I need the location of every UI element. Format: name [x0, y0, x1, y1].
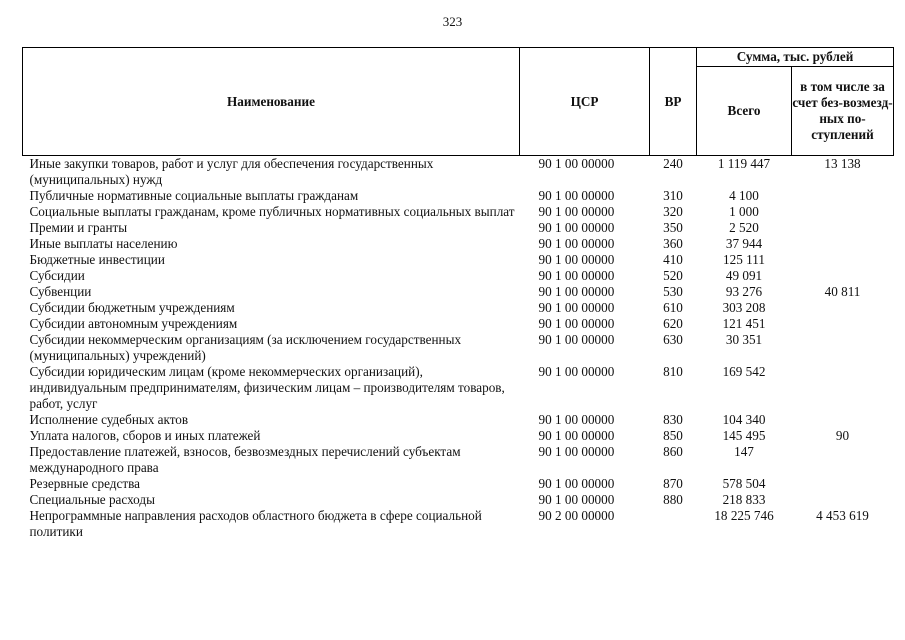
row-csr: 90 1 00 00000 [538, 236, 615, 251]
table-header [23, 48, 894, 156]
row-csr: 90 1 00 00000 [538, 332, 615, 347]
row-name: Бюджетные инвестиции [29, 252, 165, 267]
row-csr: 90 1 00 00000 [538, 284, 615, 299]
row-name: Субсидии [29, 268, 85, 283]
row-vr: 410 [663, 252, 683, 267]
page-number: 323 [442, 14, 463, 29]
header-csr: ЦСР [520, 48, 650, 156]
table-row [23, 268, 894, 284]
row-vr: 320 [663, 204, 683, 219]
row-total: 4 100 [729, 188, 759, 203]
table-row [23, 284, 894, 300]
header-name: Наименование [23, 48, 520, 156]
row-free [792, 364, 894, 412]
row-vr [650, 508, 697, 540]
row-total: 578 504 [722, 476, 766, 491]
table-row [23, 204, 894, 220]
budget-table [22, 47, 894, 540]
row-name: Предоставление платежей, взносов, безвозмездных перечислений субъектам международного права [29, 444, 461, 475]
row-name: Непрограммные направления расходов областного бюджета в сфере социальной политики [29, 508, 482, 539]
table-row [23, 412, 894, 428]
row-csr: 90 1 00 00000 [538, 252, 615, 267]
row-total: 2 520 [729, 220, 759, 235]
row-name: Премии и гранты [29, 220, 128, 235]
row-free: 40 811 [824, 284, 861, 299]
row-free [792, 220, 894, 236]
row-total: 49 091 [725, 268, 763, 283]
table-row [23, 300, 894, 316]
row-vr: 620 [663, 316, 683, 331]
row-free [792, 412, 894, 428]
row-csr: 90 1 00 00000 [538, 300, 615, 315]
row-name: Специальные расходы [29, 492, 155, 507]
row-csr: 90 1 00 00000 [538, 476, 615, 491]
row-free [792, 204, 894, 220]
row-name: Исполнение судебных актов [29, 412, 189, 427]
table-row [23, 220, 894, 236]
row-total: 147 [734, 444, 754, 459]
row-total: 125 111 [723, 252, 765, 267]
row-free [792, 300, 894, 316]
row-name: Иные закупки товаров, работ и услуг для обеспечения государственных (муниципальных) нужд [29, 156, 434, 187]
row-name: Субсидии автономным учреждениям [29, 316, 238, 331]
table-body [23, 156, 894, 541]
table-row [23, 156, 894, 189]
row-name: Субсидии некоммерческим организациям (за исключением государственных (муниципальных) учреждений) [29, 332, 462, 363]
table-row [23, 332, 894, 364]
table-row [23, 444, 894, 476]
row-total: 37 944 [725, 236, 763, 251]
row-vr: 530 [663, 284, 683, 299]
row-free [792, 444, 894, 476]
row-total: 218 833 [722, 492, 766, 507]
row-total: 1 119 447 [717, 156, 771, 171]
row-csr: 90 1 00 00000 [538, 220, 615, 235]
row-csr: 90 1 00 00000 [538, 492, 615, 507]
row-vr: 360 [663, 236, 683, 251]
row-total: 145 495 [722, 428, 766, 443]
row-total: 1 000 [729, 204, 759, 219]
header-total: Всего [697, 67, 792, 156]
row-free: 4 453 619 [816, 508, 869, 523]
row-csr: 90 1 00 00000 [538, 444, 615, 459]
header-incl-free: в том числе за счет без-возмезд-ных по-ступлений [792, 67, 894, 156]
table-row [23, 316, 894, 332]
row-free [792, 332, 894, 364]
row-csr: 90 2 00 00000 [538, 508, 615, 523]
row-total: 303 208 [722, 300, 766, 315]
row-name: Субсидии бюджетным учреждениям [29, 300, 235, 315]
table-row [23, 476, 894, 492]
row-vr: 850 [663, 428, 683, 443]
table-row [23, 252, 894, 268]
row-total: 121 451 [722, 316, 766, 331]
row-name: Субсидии юридическим лицам (кроме некоммерческих организаций), индивидуальным предпринимателям, физическим лицам – производителям товаров, работ, услуг [29, 364, 505, 411]
row-vr: 860 [663, 444, 683, 459]
row-csr: 90 1 00 00000 [538, 428, 615, 443]
table-row [23, 236, 894, 252]
row-free [792, 236, 894, 252]
row-free [792, 476, 894, 492]
row-vr: 630 [663, 332, 683, 347]
table-row [23, 428, 894, 444]
row-csr: 90 1 00 00000 [538, 316, 615, 331]
row-name: Социальные выплаты гражданам, кроме публичных нормативных социальных выплат [29, 204, 515, 219]
table-row [23, 508, 894, 540]
row-csr: 90 1 00 00000 [538, 156, 615, 171]
row-free: 90 [835, 428, 850, 443]
row-csr: 90 1 00 00000 [538, 204, 615, 219]
row-total: 30 351 [725, 332, 763, 347]
row-name: Публичные нормативные социальные выплаты гражданам [29, 188, 359, 203]
row-free [792, 268, 894, 284]
table-row [23, 188, 894, 204]
row-vr: 520 [663, 268, 683, 283]
row-free [792, 316, 894, 332]
table-row [23, 492, 894, 508]
row-name: Резервные средства [29, 476, 140, 491]
row-name: Иные выплаты населению [29, 236, 178, 251]
row-name: Субвенции [29, 284, 92, 299]
row-total: 169 542 [722, 364, 766, 379]
row-total: 104 340 [722, 412, 766, 427]
row-vr: 830 [663, 412, 683, 427]
row-name: Уплата налогов, сборов и иных платежей [29, 428, 261, 443]
row-free: 13 138 [824, 156, 861, 171]
row-vr: 880 [663, 492, 683, 507]
row-vr: 870 [663, 476, 683, 491]
row-vr: 610 [663, 300, 683, 315]
table-row [23, 364, 894, 412]
row-total: 93 276 [725, 284, 763, 299]
row-csr: 90 1 00 00000 [538, 188, 615, 203]
row-vr: 350 [663, 220, 683, 235]
header-sum: Сумма, тыс. рублей [697, 48, 894, 67]
header-vr: ВР [650, 48, 697, 156]
row-csr: 90 1 00 00000 [538, 268, 615, 283]
row-free [792, 492, 894, 508]
row-csr: 90 1 00 00000 [538, 412, 615, 427]
row-free [792, 252, 894, 268]
row-total: 18 225 746 [714, 508, 774, 523]
row-vr: 310 [663, 188, 683, 203]
row-free [792, 188, 894, 204]
row-vr: 810 [663, 364, 683, 379]
row-vr: 240 [663, 156, 683, 171]
row-csr: 90 1 00 00000 [538, 364, 615, 379]
